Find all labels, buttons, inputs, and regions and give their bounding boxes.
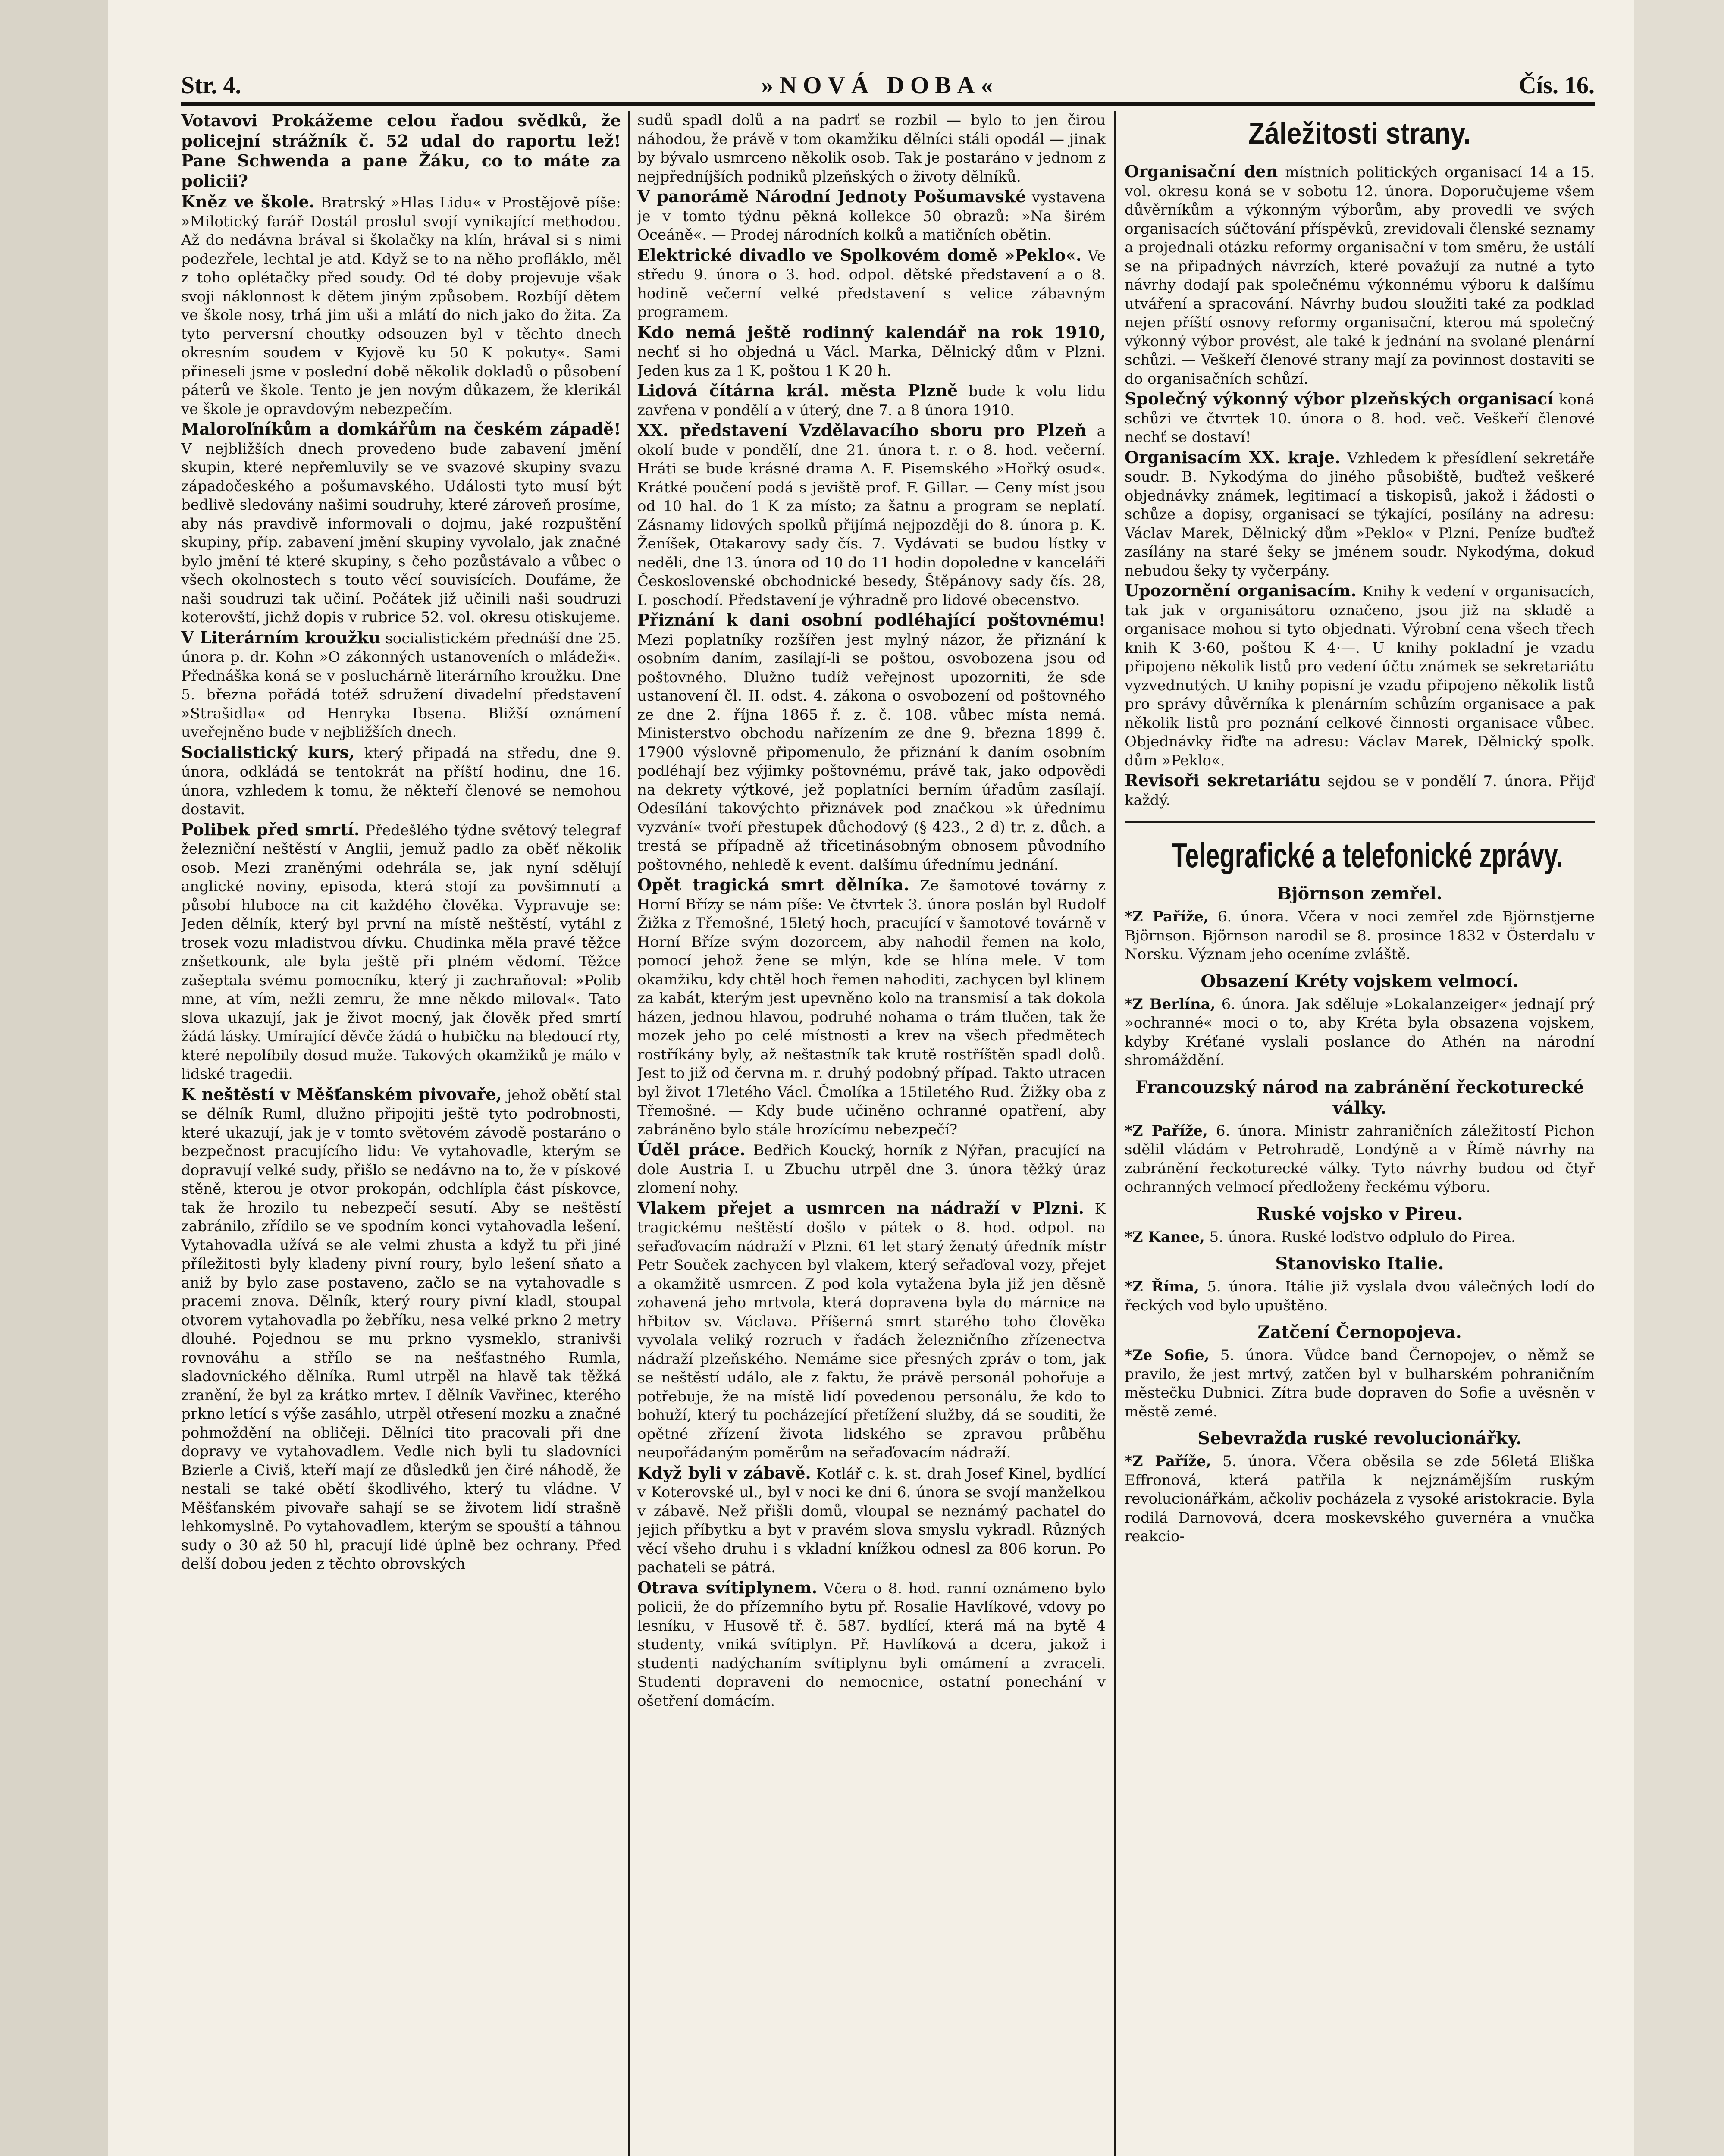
header-rule <box>181 102 1595 106</box>
telegram-news <box>1125 884 1595 1546</box>
article-paragraph <box>181 192 621 419</box>
article-paragraph <box>637 111 1106 186</box>
article-headline: XX. představení Vzdělavacího sboru pro Plzeň <box>637 420 1087 440</box>
article-body: nechť si ho objedná u Václ. Marka, Dělnický dům v Plzni. Jeden kus za 1 K, poštou 1 K 20 h. <box>637 343 1106 379</box>
news-paragraph <box>1125 995 1595 1070</box>
news-headline: Stanovisko Italie. <box>1275 1253 1444 1274</box>
article-headline: V Literárním kroužku <box>181 627 380 647</box>
article-body: Ze šamotové továrny z Horní Břízy se nám píše: Ve čtvrtek 3. února poslán byl Rudolf Žižka z Třemošné, 15letý hoch, pracující v šamotové továrně v Horní Bříze svým dozorcem, aby nahodil řemen na kolo, pomocí jehož žene se mlýn, kde se hlína mele. V tom okamžiku, kdy chtěl hoch řemen nahoditi, zachycen byl klinem za kabát, kterým jest upevněno kolo na transmisí a tak dokola házen, jednou hlavou, podruhé nohama o trám tlučen, tak že mozek jeho po celé místnosti a krev na všech předmětech rostříkány byly, až neštastník tak krutě rostříštěn spadl dolů. Jest to již od června m. r. druhý podobný případ. Takto utracen byl život 17letého Václ. Čmolíka a 15tiletého Rud. Žižky oba z Třemošné. — Kdy bude učiněno ochranné opatření, aby zabráněno bylo stále hrozícímu nebezpečí? <box>637 877 1106 1138</box>
column-divider <box>1114 111 1116 2156</box>
page-number: Str. 4. <box>181 72 241 99</box>
article-paragraph <box>637 1578 1106 1711</box>
scan-left-margin <box>0 0 108 2156</box>
article-body: Kotlář c. k. st. drah Josef Kinel, bydlící v Koterovské ul., byl v noci ke dni 6. února se svojí manželkou v zábavě. Než přišli domů, vloupal se neznámý pachatel do jejich příbytku a byt v pravém slova smyslu vykradl. Různých věcí všeho druhu i s vkladní knížkou odnesl za 806 korun. Po pachateli se pátrá. <box>637 1465 1106 1576</box>
article-body: vystavena je v tomto týdnu pěkná kollekce 50 obrazů: »Na širém Oceáně«. — Prodej národních kolků a matičních obětin. <box>637 189 1106 244</box>
lead-text: Votavovi Prokážeme celou řadou svědků, že policejní strážník č. 52 udal do raportu lež! Pane Schwenda a pane Žáku, co to máte za policii? <box>181 111 621 191</box>
news-dateline: *Ze Sofie, <box>1125 1347 1210 1364</box>
scan-right-margin <box>1634 0 1724 2156</box>
party-notices <box>1125 162 1595 810</box>
article-paragraph <box>637 381 1106 420</box>
news-headline: Sebevražda ruské revolucionářky. <box>1197 1428 1522 1448</box>
article-headline: Kdo nemá ještě rodinný kalendář na rok 1910, <box>637 322 1106 342</box>
article-headline: Lidová čítárna král. města Plzně <box>637 381 958 400</box>
news-paragraph <box>1125 1278 1595 1315</box>
news-body: 5. února. Ruské loďstvo odplulo do Pirea. <box>1204 1228 1516 1246</box>
article-body: Včera o 8. hod. ranní oznámeno bylo policii, že do přízemního bytu př. Rosalie Havlíkové, vdovy po lesníku, v Husově tř. č. 587. bydlící, která má na bytě 4 studenty, vniká svítiplyn. Př. Havlíková a dcera, jakož i studenti nadýchaním svítiplynu byli omámení a zvraceli. Studenti dopraveni do nemocnice, ostatní ponechání v ošetření domácím. <box>637 1579 1106 1710</box>
article-headline: Vlakem přejet a usmrcen na nádraží v Plzni. <box>637 1198 1085 1218</box>
article-paragraph <box>181 111 621 191</box>
news-body: 6. února. Včera v noci zemřel zde Björnstjerne Björnson. Björnson narodil se 8. prosince 1832 v Österdalu v Norsku. Význam jeho oceníme zvláště. <box>1125 908 1595 963</box>
article-headline: Přiznání k dani osobní podléhající poštovnému! <box>637 610 1106 630</box>
news-headline: Zatčení Černopojeva. <box>1257 1322 1462 1342</box>
article-paragraph <box>1125 162 1595 389</box>
article-body: sudů spadl dolů a na padrť se rozbil — bylo to jen čirou náhodou, že právě v tom okamžiku dělníci stáli opodál — jinak by bývalo usmrceno několik osob. Tak je postaráno v jednom z nejpředníjších podniků plzeňských o životy dělníků. <box>637 112 1106 185</box>
article-paragraph <box>637 1140 1106 1198</box>
page-header <box>181 65 1595 99</box>
news-dateline: *Z Berlína, <box>1125 995 1216 1013</box>
article-body: který připadá na středu, dne 9. února, odkládá se tentokrát na příští hodinu, dne 16. února, vzhledem k tomu, že někteří členové se nemohou dostavit. <box>181 744 621 818</box>
article-paragraph <box>637 875 1106 1139</box>
article-paragraph <box>181 743 621 819</box>
article-headline: Když byli v zábavě. <box>637 1463 811 1482</box>
article-headline: K neštěstí v Měšťanském pivovaře, <box>181 1084 502 1104</box>
article-paragraph <box>1125 448 1595 581</box>
column-3 <box>1125 111 1595 2156</box>
news-headline: Björnson zemřel. <box>1277 884 1442 904</box>
news-body: 5. února. Itálie již vyslala dvou válečných lodí do řeckých vod bylo upuštěno. <box>1125 1278 1595 1314</box>
article-body: Mezi poplatníky rozšířen jest mylný názor, že přiznání k osobním daním, zasílají-li se poštou, osvobozena jsou od poštovného. Dlužno tudíž veřejnost upozorniti, že sde ustanovení čl. II. odst. 4. zákona o osvobození od poštovného ze dne 2. října 1865 ř. z. č. 108. vůbec místa nemá. Ministerstvo obchodu nařízením ze dne 9. března 1899 č. 17900 výslovně připomenulo, že přiznání k daním osobním podléhají bez výjimky poštovnému, právě tak, jako odpovědi na dekrety výtkové, jež poplatníci berním úřadům zasílají. Odesílání takovýchto přiznávek pod značkou »k úřednímu vyzvání« tvoří přestupek důchodový (§ 423., 2 d) tr. z. důch. a trestá se případně až třicetinásobným obnosem původního poštovného, nehledě k event. dalšímu úřednímu jednání. <box>637 631 1106 874</box>
news-paragraph <box>1125 1346 1595 1421</box>
article-body: Bedřich Koucký, horník z Nýřan, pracující na dole Austria I. u Zbuchu utrpěl dne 3. února těžký úraz zlomení nohy. <box>637 1142 1106 1197</box>
news-dateline: *Z Paříže, <box>1125 1122 1208 1140</box>
article-headline: Polibek před smrtí. <box>181 819 360 839</box>
column-2 <box>637 111 1106 2156</box>
article-body: sejdou se v pondělí 7. února. Přijď každý. <box>1125 773 1595 809</box>
article-headline: Organisační den <box>1125 162 1278 181</box>
news-paragraph <box>1125 908 1595 964</box>
article-body: Předešlého týdne světový telegraf železniční neštěstí v Anglii, jemuž padlo za oběť několik osob. Mezi zraněnými odehrála se, jak nyní sdělují anglické noviny, episoda, která stojí za povšimnutí a působí hluboce na cit každého člověka. Vypravuje se: Jeden dělník, který byl první na místě neštěstí, vytáhl z trosek vozu mladistvou dívku. Chudinka měla pravé těžce znšetkounk, ale byla ještě při plném vědomí. Těžce zašeptala svému pomocníku, který ji zachraňoval: »Polib mne, at vím, nežli zemru, že mne někdo miloval«. Tato slova ukazují, jak je život mocný, jak člověk před smrtí žádá lásky. Umírající děvče žádá o hubičku na bledoucí rty, které nepolíbily dosud muže. Takových okamžiků je málo v lidské tragedii. <box>181 821 621 1083</box>
article-headline: Společný výkonný výbor plzeňských organisací <box>1125 389 1554 408</box>
article-headline: Elektrické divadlo ve Spolkovém domě »Peklo«. <box>637 245 1082 265</box>
article-paragraph <box>637 611 1106 874</box>
news-paragraph <box>1125 1122 1595 1197</box>
article-paragraph <box>1125 581 1595 770</box>
article-body: Knihy k vedení v organisacích, tak jak v organisátoru označeno, jsou již na skladě a organisace mohou si tyto objednati. Výrobní cena všech třech knih K 3·60, poštou K 4·—. U knihy pokladní je vzadu připojeno několik listů pro vedení účtu známek se sekretariátu vyzvednutých. U knihy popisní je vzadu připojeno několik listů pro správy důvěrníka k plenárním schůzím organisace a pak několik listů pro poznání celkové činnosti organisace vůbec. Objednávky řiďte na adresu: Václav Marek, Dělnický spolk. dům »Peklo«. <box>1125 583 1595 769</box>
article-body: Bratrský »Hlas Lidu« v Prostějově píše: »Milotický farář Dostál proslul svojí vynikající methodou. Až do nedávna brával si školačky na klín, hrával si s nimi podezřele, lechtal je atd. Když se to na něho profláklo, měl z toho oplétačky před soudy. Od té doby projevuje však svoji náklonnost k dětem jiným způsobem. Rozbíjí dětem ve škole nosy, trhá jim uši a mlátí do nich jako do žita. Za tyto perversní choutky odsouzen byl v těchto dnech okresním soudem v Kyjově ku 50 K pokuty«. Sami přineseli jsme v poslední době několik dokladů o působení páterů ve škole. Tento je jen novým důkazem, že klerikál ve škole je opravdovým nebezpečím. <box>181 194 621 418</box>
column-1 <box>181 111 621 2156</box>
news-paragraph <box>1125 1228 1595 1247</box>
article-headline: Opět tragická smrt dělníka. <box>637 875 909 894</box>
section-title-telegrams: Telegrafické a telefonické zprávy. <box>1172 836 1563 874</box>
article-body: a okolí bude v pondělí, dne 21. února t. r. o 8. hod. večerní. Hráti se bude krásné drama A. F. Pisemského »Hořký osud«. Krátké poučení podá s jeviště prof. F. Gillar. — Ceny míst jsou od 10 hal. do 1 K za místo; za šatnu a program se neplatí. Zásnamy lidových spolků přijímá nejpozději do 8. února p. K. Ženíšek, Otakarovy sady čís. 7. Vydávati se budou lístky v neděli, dne 13. února od 10 do 11 hodin dopoledne v kanceláři Československé obchodnické besedy, Štěpánovy sady čís. 28, I. poschodí. Představení je výhradně pro lidové obecenstvo. <box>637 423 1106 609</box>
news-paragraph <box>1125 1452 1595 1546</box>
article-paragraph <box>637 323 1106 381</box>
news-headline: Ruské vojsko v Pireu. <box>1256 1203 1463 1224</box>
article-headline: Otrava svítiplynem. <box>637 1577 818 1597</box>
article-body: Vzhledem k přesídlení sekretáře soudr. B. Nykodýma do jiného působiště, buďtež veškeré objednávky známek, legitimací a tiskopisů, jakož i žádosti o schůze a dopisy, organisací se týkající, posílány na adresu: Václav Marek, Dělnický dům »Peklo« v Plzni. Peníze buďtež zasílány na staré šeky se jménem soudr. Nykodýma, dokud nebudou šeky ty vyčerpány. <box>1125 449 1595 580</box>
issue-number: Čís. 16. <box>1519 72 1595 99</box>
news-body: 5. února. Vůdce band Černopojev, o němž se pravilo, že jest mrtvý, zatčen byl v bulharském pohraničním městečku Dubnici. Zítra bude dopraven do Sofie a uvěsněn v městě zemé. <box>1125 1347 1595 1420</box>
article-headline: Upozornění organisacím. <box>1125 581 1357 600</box>
news-headline: Obsazení Kréty vojskem velmocí. <box>1201 971 1519 991</box>
article-paragraph <box>181 1085 621 1574</box>
section-title-party: Záležitosti strany. <box>1248 116 1471 150</box>
article-body: místních politických organisací 14 a 15. vol. okresu koná se v sobotu 12. února. Doporučujeme všem důvěrníkům a výkonným výborům, aby provedli ve svých organisacích súčtování příspěvků, zrevidovali členské seznamy a projednali otázku reformy organisační v tom směru, že ustálí se na připadných návrzích, které považují za nutné a tyto návrhy dodají pak společnému výkonnému výboru k dalšímu utváření a spracování. Návrhy budou sloužiti také za podklad nejen příští osnovy reformy organisační, kterou má společný výkonný výbor provést, ale také k jednání na svolané plenární schůzi. — Veškeří členové strany mají za povinnost dostaviti se do organisačních schůzí. <box>1125 164 1595 388</box>
article-paragraph <box>181 820 621 1084</box>
article-headline: Úděl práce. <box>637 1140 746 1159</box>
article-headline: Socialistický kurs, <box>181 742 355 762</box>
article-headline: Revisoři sekretariátu <box>1125 771 1321 790</box>
article-headline: Maloroľníkům a domkářům na českém západě! <box>181 419 621 439</box>
article-paragraph <box>181 420 621 627</box>
news-dateline: *Z Kanee, <box>1125 1228 1205 1246</box>
news-dateline: *Z Paříže, <box>1125 908 1209 925</box>
article-paragraph <box>637 1463 1106 1577</box>
news-headline: Francouzský národ na zabránění řeckoturecké války. <box>1135 1077 1584 1118</box>
newspaper-title: »NOVÁ DOBA« <box>761 72 999 99</box>
article-body: Ve středu 9. února o 3. hod. odpol. dětské představení a o 8. hodině večerní velké představení s velice zábavným programem. <box>637 247 1106 321</box>
article-body: jehož obětí stal se dělník Ruml, dlužno připojiti ještě tyto podrobnosti, které ukazují, jak je v tomto světovém závodě postaráno o bezpečnost pracujícího lidu: Ve vytahovadle, kterým se dopravují velké sudy, přišlo se nedávno na to, že v pískové stěně, kterou je otvor prokopán, odchlípla část pískovce, tak že hrozilo tu nebezpečí sesutí. Aby se neštěstí zabránilo, zřídilo se ve spodním konci vytahovadla lešení. Vytahovadla užívá se ale velmi zhusta a když tu při jiné příležitosti byly kladeny pivní roury, bylo lešení sňato a aniž by bylo zase postaveno, začlo se na vytahovadle s pracemi znova. Dělník, který roury pivní kladl, stoupal otvorem vytahovadla po žebříku, nesa velké prkno 2 metry dlouhé. Pojednou se mu prkno vysmeklo, stranivši rovnováhu a střílo se na nešťastného Rumla, sladovnického dělníka. Ruml utrpěl na hlavě tak těžká zranění, že byl za krátko mrtev. I dělník Vavřinec, kterého prkno letící s výše zasáhlo, utrpěl otřesení mozku a značné pohmoždění na obličeji. Dělníci tito pracovali při dne dopravy ve vytahovadlem. Vedle nich byli tu sladovníci Bzierle a Civiš, kteří mají ze důsledků jen čiré náhodě, že nestali se také obětí škodlivého, který tu vládne. V Měšťanském pivovaře sahají se se životem lidí strašně lehkomyslně. Po vytahovadlem, kterým se spouští a táhnou sudy o 30 až 50 hl, pracují lidé úplně bez ochrany. Před delší dobou jeden z těchto obrovských <box>181 1086 621 1573</box>
article-paragraph <box>637 246 1106 322</box>
article-paragraph <box>637 187 1106 245</box>
article-paragraph <box>637 1199 1106 1463</box>
article-paragraph <box>1125 389 1595 447</box>
article-body: socialistickém přednáší dne 25. února p. dr. Kohn »O zákonných ustanoveních o mládeži«. Přednáška koná se v posluchárně literárního kroužku. Dne 5. března pořádá totéž sdružení divadelní představení »Strašidla« od Henryka Ibsena. Bližší oznámení uveřejněno bude v nejbližších dnech. <box>181 630 621 741</box>
article-paragraph <box>637 421 1106 610</box>
news-body: 6. února. Jak sděluje »Lokalanzeiger« jednají prý »ochranné« moci o to, aby Kréta byla obsazena vojskem, kdyby Kréťané vyslali poslance do Athén na národní shromáždění. <box>1125 995 1595 1069</box>
article-body: koná schůzi ve čtvrtek 10. února o 8. hod. več. Veškeří členové nechť se dostaví! <box>1125 391 1595 446</box>
article-headline: Organisacím XX. kraje. <box>1125 447 1341 467</box>
column-divider <box>628 111 630 2156</box>
section-separator <box>1125 821 1595 823</box>
news-dateline: *Z Paříže, <box>1125 1453 1211 1470</box>
article-headline: Kněz ve škole. <box>181 192 315 211</box>
news-body: 6. února. Ministr zahraničních záležitostí Pichon sdělil vládám v Petrohradě, Londýně a v Římě návrhy na zabránění řeckoturecké války. Tyto návrhy budou od čtyř ochranných velmocí předloženy řeckému výboru. <box>1125 1122 1595 1196</box>
article-body: V nejbližších dnech provedeno bude zabavení jmění skupin, které nepřemluvily se ve svazové skupiny svazu západočeského a pošumavského. Události tyto musí být bedlivě sledovány našimi soudruhy, které zároveň prosíme, aby nás pravdivě informovali o dojmu, jaké rozpuštění skupiny, příp. zabavení jmění skupiny vyvolalo, jak značné bylo jmění té které skupiny, s čeho pozůstávalo a vůbec o všech okolnostech s touto věcí souvisících. Doufáme, že naši soudruzi tak učiní. Počátek již učinili naši soudruzi koterovští, jichž dopis v rubrice 52. vol. okresu otiskujeme. <box>181 440 621 626</box>
article-paragraph <box>181 628 621 742</box>
news-dateline: *Z Říma, <box>1125 1278 1199 1295</box>
article-headline: V panorámě Národní Jednoty Pošumavské <box>637 187 1026 206</box>
article-body: K tragickému neštěstí došlo v pátek o 8. hod. odpol. na seřaďovacím nádraží v Plzni. 61 let starý ženatý úředník místr Petr Souček zachycen byl vlakem, který seřaďoval vozy, přejet a okamžitě usmrcen. Z pod kola vytažena byla již jen děsně zohavená jeho mrtvola, která dopravena byla do márnice na hřbitov sv. Václava. Příšerná smrt starého toho člověka vyvolala veliký rozruch v řadách železničního zřízenectva nádraží plzeňského. Nemáme sice přesných zpráv o tom, jak se neštěstí událo, ale z faktu, že právě personál pohořuje a potřebuje, že na místě lidí povedenou personálu, že kdo to bohuží, který tu pocházející přetížení služby, dá se souditi, že opětné zřízení života lidského se zpravou průběhu neupořádaným poměrům na seřaďovacím nádraží. <box>637 1200 1106 1461</box>
article-body: bude k volu lidu zavřena v pondělí a v úterý, dne 7. a 8 února 1910. <box>637 383 1106 419</box>
news-body: 5. února. Včera oběsila se zde 56letá Eliška Effronová, která patřila k nejznámějším ruským revolucionářkám, ačkoliv pocházela z vysoké aristokracie. Byla rodilá Darnovová, dcera moskevského guvernéra a vnučka reakcio- <box>1125 1453 1595 1545</box>
article-paragraph <box>1125 771 1595 810</box>
